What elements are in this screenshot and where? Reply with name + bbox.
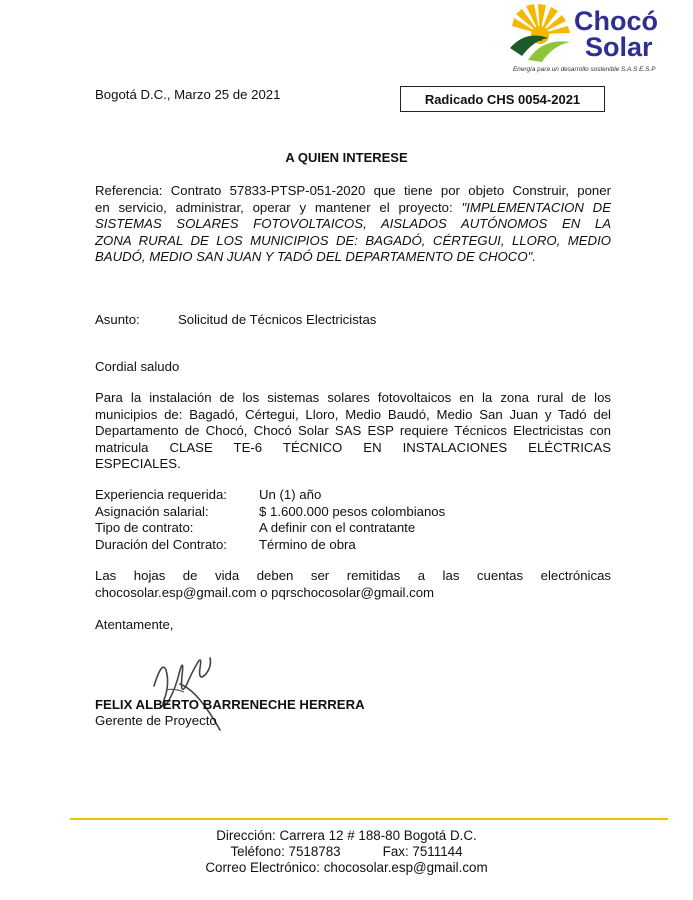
body-line-3: Departamento de Chocó, Chocó Solar SAS ESP requiere Técnicos Electricistas con [95, 423, 611, 438]
subject-value: Solicitud de Técnicos Electricistas [178, 312, 377, 327]
closing: Atentamente, [95, 617, 174, 632]
reference-line-1: Referencia: Contrato 57833-PTSP-051-2020 que tiene por objeto Construir, poner [95, 183, 611, 198]
radicado-box: Radicado CHS 0054-2021 [400, 86, 605, 112]
footer-fax: Fax: 7511144 [382, 844, 463, 859]
detail-label: Duración del Contrato: [95, 536, 227, 552]
reference-line-5: BAUDÓ, MEDIO SAN JUAN Y TADÓ DEL DEPARTAMENTO DE CHOCO". [95, 249, 536, 264]
reference-line-2-plain: en servicio, administrar, operar y mantener el proyecto: [95, 199, 462, 215]
detail-value: Término de obra [259, 536, 356, 552]
signer-name: FELIX ALBERTO BARRENECHE HERRERA [95, 697, 365, 712]
detail-label: Experiencia requerida: [95, 487, 227, 502]
footer-phone: Teléfono: 7518783 [230, 844, 341, 859]
greeting: Cordial saludo [95, 359, 180, 374]
footer-email: Correo Electrónico: chocosolar.esp@gmail.com [205, 860, 488, 875]
reference-line-4: ZONA RURAL DE LOS MUNICIPIOS DE: BAGADÓ, CÉRTEGUI, LLORO, MEDIO [95, 232, 611, 248]
body-paragraph [95, 390, 611, 473]
detail-row [95, 487, 515, 504]
reference-line-3: SISTEMAS SOLARES FOTOVOLTAICOS, AISLADOS AUTÓNOMOS EN LA [95, 216, 611, 231]
cv-line-1: Las hojas de vida deben ser remitidas a las cuentas electrónicas [95, 568, 611, 583]
details-list [95, 487, 515, 553]
footer-divider [70, 818, 668, 820]
detail-value: $ 1.600.000 pesos colombianos [259, 503, 446, 519]
detail-row [95, 504, 515, 521]
company-logo [508, 4, 658, 76]
logo-word-choco: Chocó [574, 6, 658, 36]
body-line-1: Para la instalación de los sistemas solares fotovoltaicos en la zona rural de los [95, 390, 611, 405]
reference-line-2-italic: "IMPLEMENTACION DE [461, 199, 612, 215]
detail-label: Tipo de contrato: [95, 520, 194, 535]
detail-value: A definir con el contratante [259, 520, 416, 535]
detail-value: Un (1) año [259, 487, 322, 502]
logo-word-solar: Solar [585, 32, 653, 62]
detail-row [95, 537, 515, 554]
signer-role: Gerente de Proyecto [95, 713, 217, 728]
cv-line-2: chocosolar.esp@gmail.com o pqrschocosolar@gmail.com [95, 584, 435, 600]
logo-tagline: Energía para un desarrollo sostenible S.A.S E.S.P [513, 66, 656, 73]
place-date: Bogotá D.C., Marzo 25 de 2021 [95, 87, 281, 102]
cv-paragraph [95, 568, 611, 601]
body-line-5: ESPECIALES. [95, 456, 181, 471]
body-line-2: municipios de: Bagadó, Cértegui, Lloro, Medio Baudó, Medio San Juan y Tadó del [95, 406, 611, 422]
footer-phone-fax [0, 844, 693, 861]
footer-address: Dirección: Carrera 12 # 188-80 Bogotá D.C. [216, 828, 477, 843]
page-title: A QUIEN INTERESE [285, 150, 408, 165]
reference-line-2 [95, 200, 611, 217]
body-line-4: matricula CLASE TE-6 TÉCNICO EN INSTALACIONES ELÉCTRICAS [95, 439, 611, 455]
reference-block [95, 183, 611, 266]
subject-label: Asunto: [95, 312, 140, 327]
sun-leaf-icon [508, 4, 572, 64]
detail-label: Asignación salarial: [95, 503, 209, 519]
detail-row [95, 520, 515, 537]
